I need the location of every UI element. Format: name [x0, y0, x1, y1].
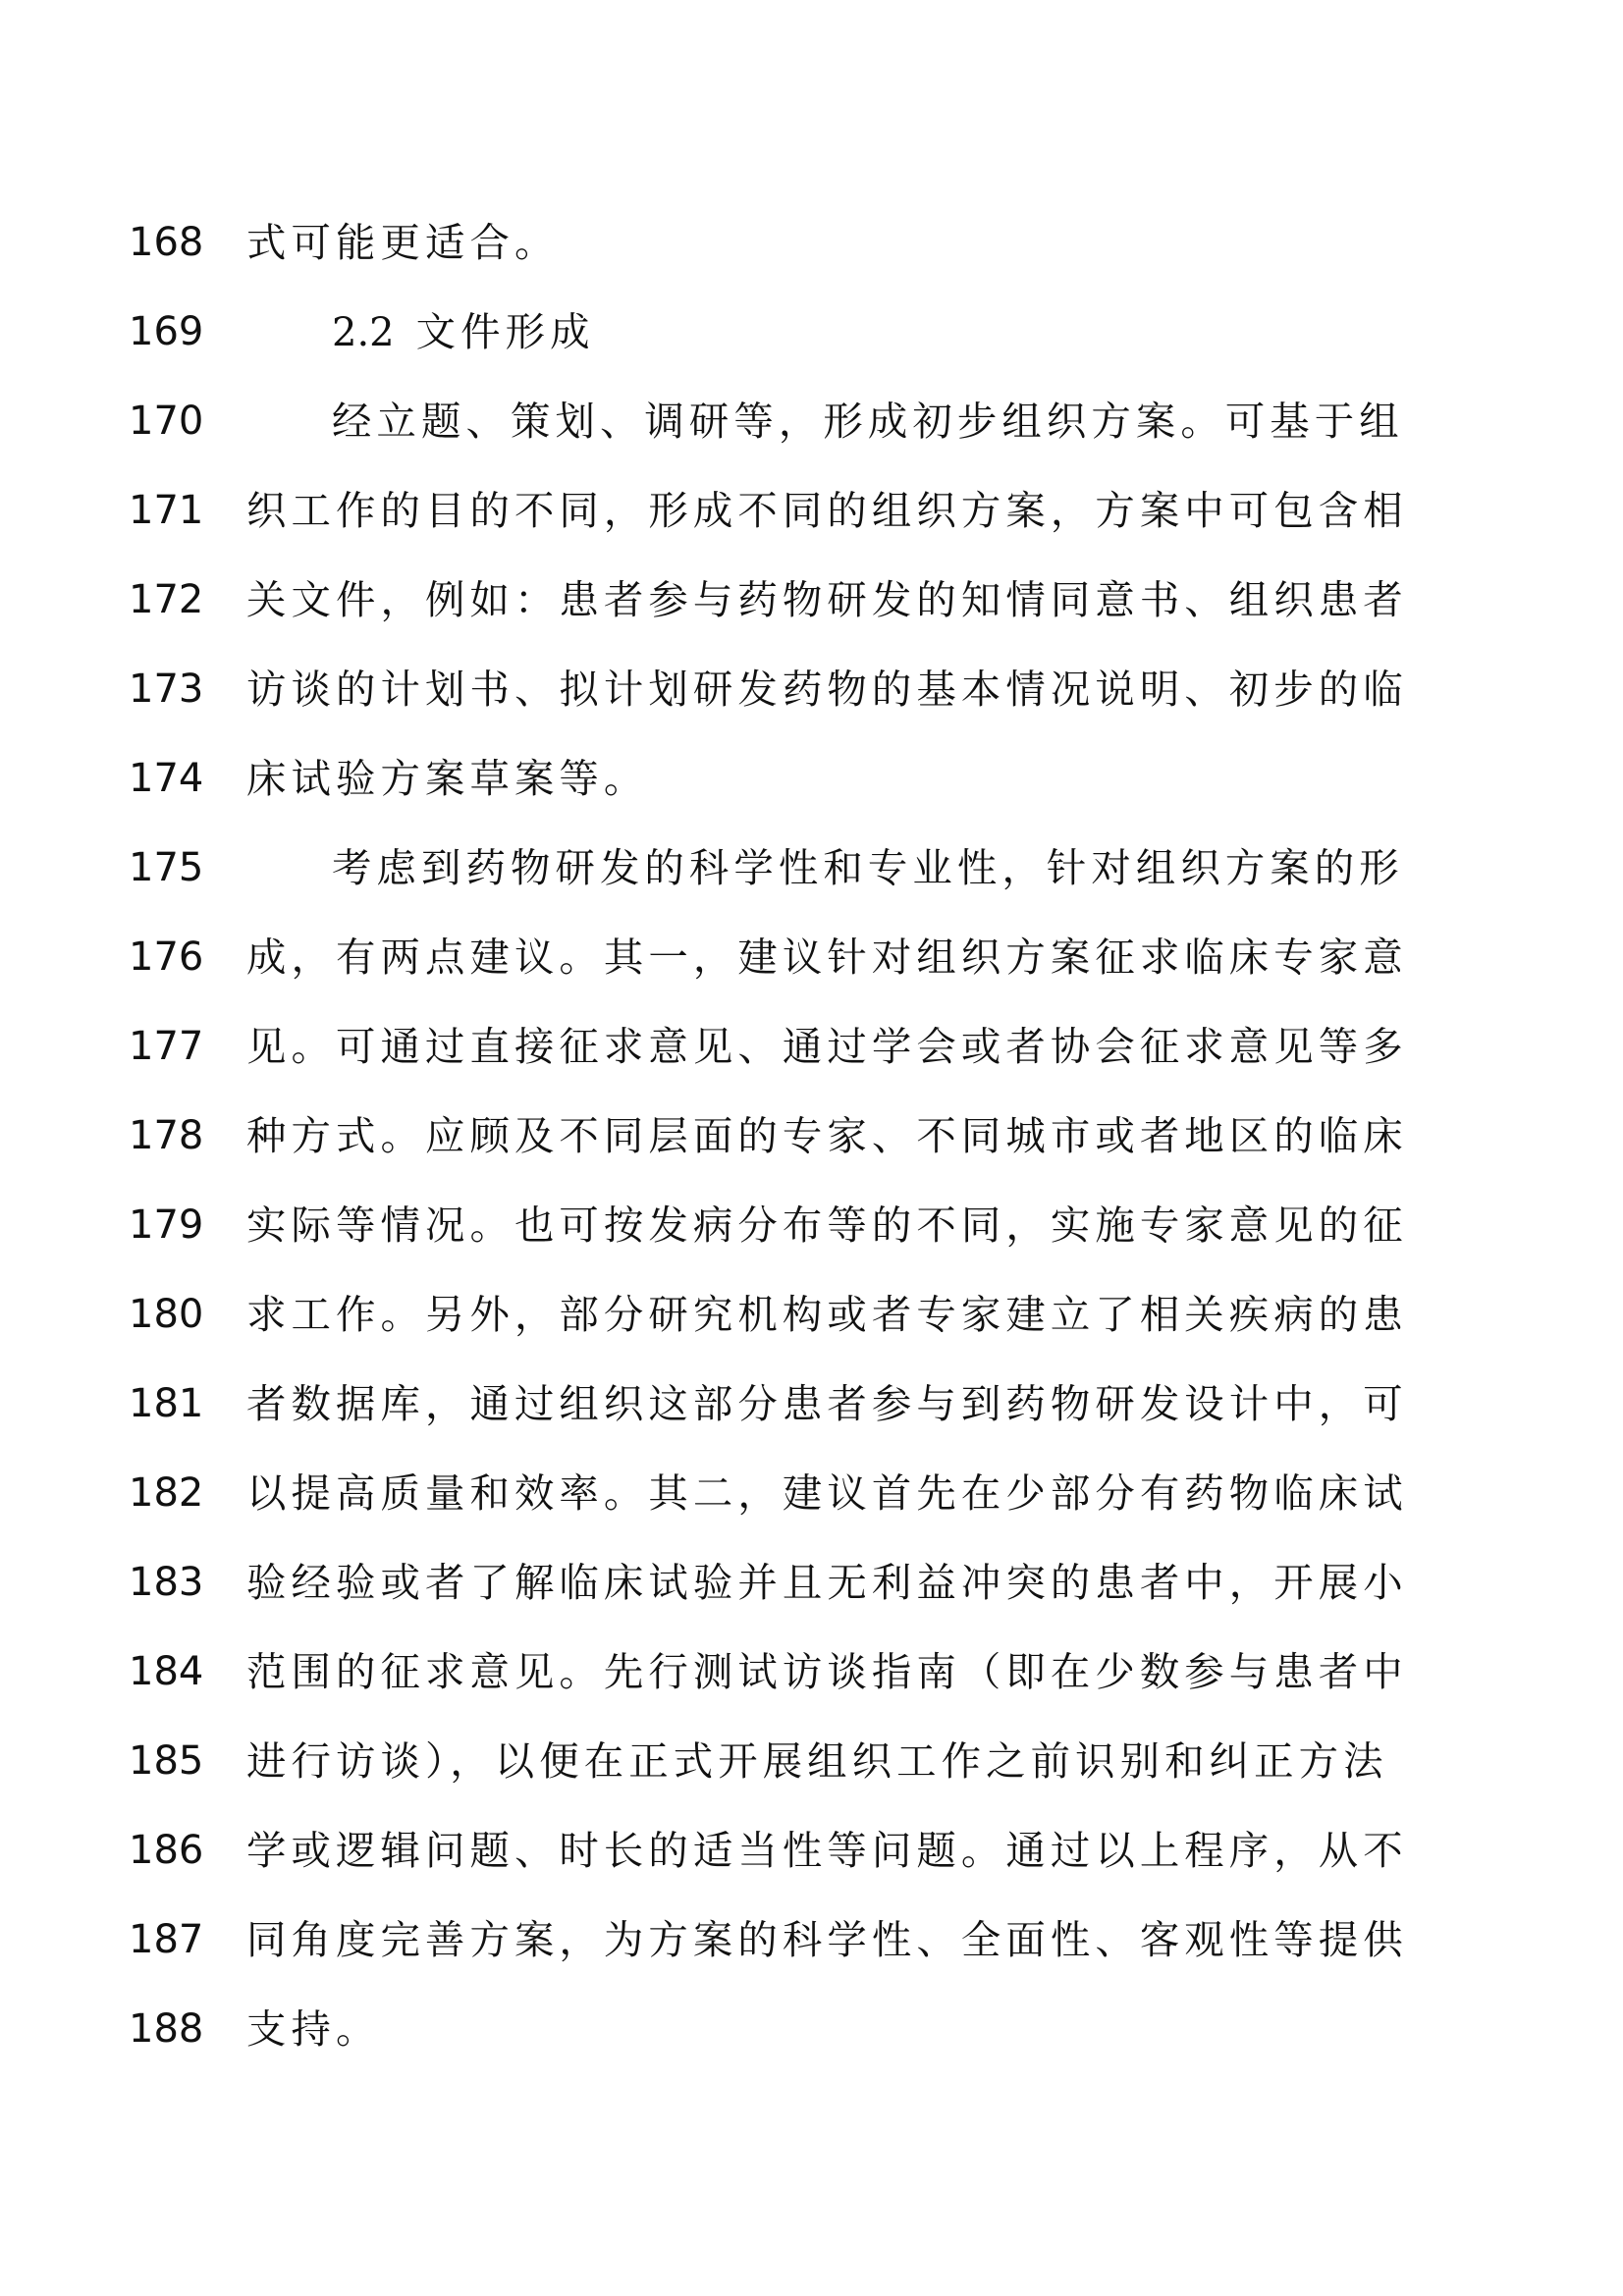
line-178	[0, 1092, 1623, 1181]
line-text: 实际等情况。也可按发病分布等的不同，实施专家意见的征	[246, 1201, 1408, 1249]
line-text: 范围的征求意见。先行测试访谈指南（即在少数参与患者中	[246, 1648, 1408, 1695]
line-number: 169	[129, 309, 204, 354]
line-172	[0, 556, 1623, 645]
line-number: 168	[129, 220, 204, 265]
line-number: 176	[129, 934, 204, 980]
line-text: 同角度完善方案，为方案的科学性、全面性、客观性等提供	[246, 1916, 1408, 1963]
line-number: 182	[129, 1470, 204, 1516]
line-text: 见。可通过直接征求意见、通过学会或者协会征求意见等多	[246, 1023, 1408, 1070]
line-187	[0, 1896, 1623, 1985]
line-text: 者数据库，通过组织这部分患者参与到药物研发设计中，可	[246, 1380, 1408, 1427]
line-171	[0, 466, 1623, 556]
line-181	[0, 1360, 1623, 1449]
line-text: 验经验或者了解临床试验并且无利益冲突的患者中，开展小	[246, 1559, 1408, 1606]
line-number: 179	[129, 1202, 204, 1248]
line-text: 床试验方案草案等。	[246, 755, 649, 802]
line-text: 学或逻辑问题、时长的适当性等问题。通过以上程序，从不	[246, 1827, 1408, 1874]
line-185	[0, 1717, 1623, 1806]
line-179	[0, 1181, 1623, 1270]
line-text: 式可能更适合。	[246, 219, 560, 266]
line-186	[0, 1806, 1623, 1896]
line-number: 172	[129, 577, 204, 622]
line-168	[0, 198, 1623, 288]
line-text: 考虑到药物研发的科学性和专业性，针对组织方案的形	[332, 844, 1404, 891]
line-number: 184	[129, 1649, 204, 1694]
line-text: 织工作的目的不同，形成不同的组织方案，方案中可包含相	[246, 487, 1408, 534]
line-number: 183	[129, 1560, 204, 1605]
line-number: 173	[129, 667, 204, 712]
line-number: 174	[129, 756, 204, 801]
line-number: 175	[129, 845, 204, 890]
line-number: 171	[129, 488, 204, 533]
line-number: 187	[129, 1917, 204, 1962]
line-183	[0, 1538, 1623, 1628]
line-text: 求工作。另外，部分研究机构或者专家建立了相关疾病的患	[246, 1291, 1408, 1338]
line-188	[0, 1985, 1623, 2074]
line-number: 180	[129, 1292, 204, 1337]
line-text: 经立题、策划、调研等，形成初步组织方案。可基于组	[332, 398, 1404, 445]
line-170	[0, 377, 1623, 466]
line-text: 支持。	[246, 2005, 381, 2053]
line-184	[0, 1628, 1623, 1717]
line-175	[0, 824, 1623, 913]
section-heading	[332, 288, 595, 378]
line-number: 181	[129, 1381, 204, 1426]
section-number: 2.2	[332, 310, 395, 355]
line-text: 关文件，例如：患者参与药物研发的知情同意书、组织患者	[246, 576, 1408, 623]
line-176	[0, 913, 1623, 1002]
line-180	[0, 1270, 1623, 1360]
line-number: 188	[129, 2006, 204, 2052]
line-number: 185	[129, 1738, 204, 1784]
line-number: 170	[129, 399, 204, 444]
section-title: 文件形成	[415, 308, 595, 355]
line-177	[0, 1002, 1623, 1092]
line-text: 进行访谈），以便在正式开展组织工作之前识别和纠正方法	[246, 1737, 1388, 1785]
line-number: 178	[129, 1113, 204, 1158]
line-number: 186	[129, 1828, 204, 1873]
line-text: 种方式。应顾及不同层面的专家、不同城市或者地区的临床	[246, 1112, 1408, 1159]
line-182	[0, 1449, 1623, 1538]
line-text: 成，有两点建议。其一，建议针对组织方案征求临床专家意	[246, 934, 1408, 981]
line-169	[0, 288, 1623, 377]
line-text: 访谈的计划书、拟计划研发药物的基本情况说明、初步的临	[246, 666, 1408, 713]
line-173	[0, 645, 1623, 734]
line-text: 以提高质量和效率。其二，建议首先在少部分有药物临床试	[246, 1469, 1408, 1517]
line-174	[0, 734, 1623, 824]
line-number: 177	[129, 1024, 204, 1069]
